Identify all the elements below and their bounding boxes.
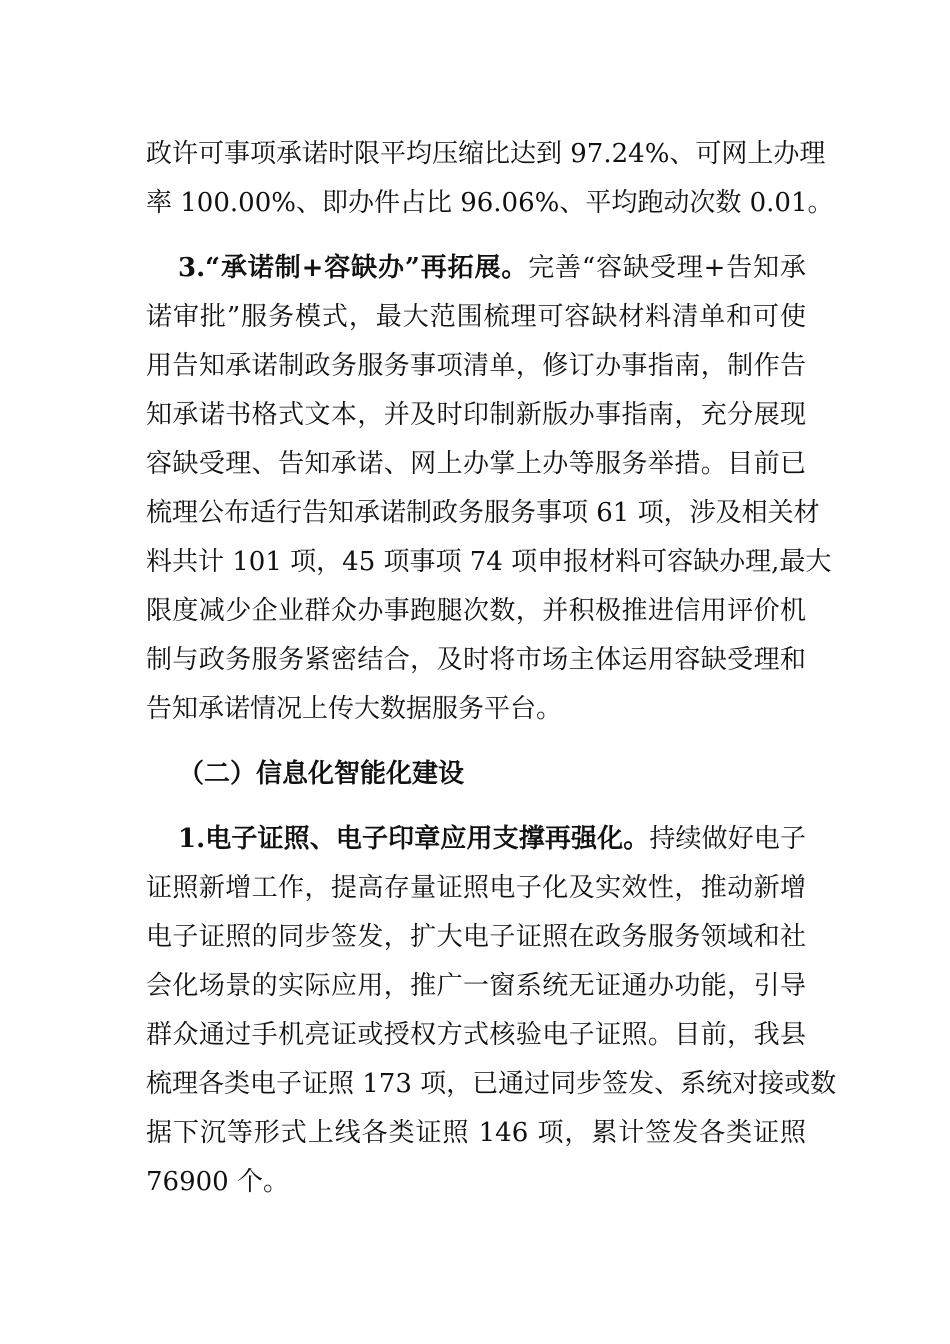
paragraph-line: 告知承诺情况上传大数据服务平台。 [146, 694, 563, 724]
section-heading: （二）信息化智能化建设 [178, 759, 465, 789]
paragraph-lead-title: 3.“承诺制+容缺办”再拓展。 [178, 253, 529, 283]
paragraph-line: 诺审批”服务模式，最大范围梳理可容缺材料清单和可使 [146, 302, 806, 332]
paragraph-line: 用告知承诺制政务服务事项清单，修订办事指南，制作告 [146, 351, 806, 381]
paragraph-line: 电子证照的同步签发，扩大电子证照在政务服务领域和社 [146, 922, 806, 952]
paragraph-line: 率 100.00%、即办件占比 96.06%、平均跑动次数 0.01。 [146, 188, 834, 218]
paragraph-line: 料共计 101 项，45 项事项 74 项申报材料可容缺办理,最大 [146, 547, 832, 577]
paragraph-lead-text: 持续做好电子 [649, 824, 806, 854]
paragraph-line: 群众通过手机亮证或授权方式核验电子证照。目前，我县 [146, 1020, 806, 1050]
paragraph-line: 梳理各类电子证照 173 项，已通过同步签发、系统对接或数 [146, 1069, 837, 1099]
paragraph-lead-text: 完善“容缺受理+告知承 [528, 253, 806, 283]
paragraph-line: 制与政务服务紧密结合，及时将市场主体运用容缺受理和 [146, 645, 806, 675]
paragraph-line: 知承诺书格式文本，并及时印制新版办事指南，充分展现 [146, 400, 806, 430]
paragraph-lead-line [178, 248, 806, 288]
paragraph-line: 梳理公布适行告知承诺制政务服务事项 61 项，涉及相关材 [146, 498, 820, 528]
paragraph-line: 据下沉等形式上线各类证照 146 项，累计签发各类证照 [146, 1118, 806, 1148]
paragraph-line: 证照新增工作，提高存量证照电子化及实效性，推动新增 [146, 873, 806, 903]
paragraph-line: 76900 个。 [146, 1167, 289, 1197]
paragraph-line: 限度减少企业群众办事跑腿次数，并积极推进信用评价机 [146, 596, 806, 626]
paragraph-line: 会化场景的实际应用，推广一窗系统无证通办功能，引导 [146, 971, 806, 1001]
paragraph-lead-line [178, 819, 806, 859]
paragraph-line: 容缺受理、告知承诺、网上办掌上办等服务举措。目前已 [146, 449, 806, 479]
paragraph-line: 政许可事项承诺时限平均压缩比达到 97.24%、可网上办理 [146, 139, 826, 169]
paragraph-lead-title: 1.电子证照、电子印章应用支撑再强化。 [178, 824, 650, 854]
